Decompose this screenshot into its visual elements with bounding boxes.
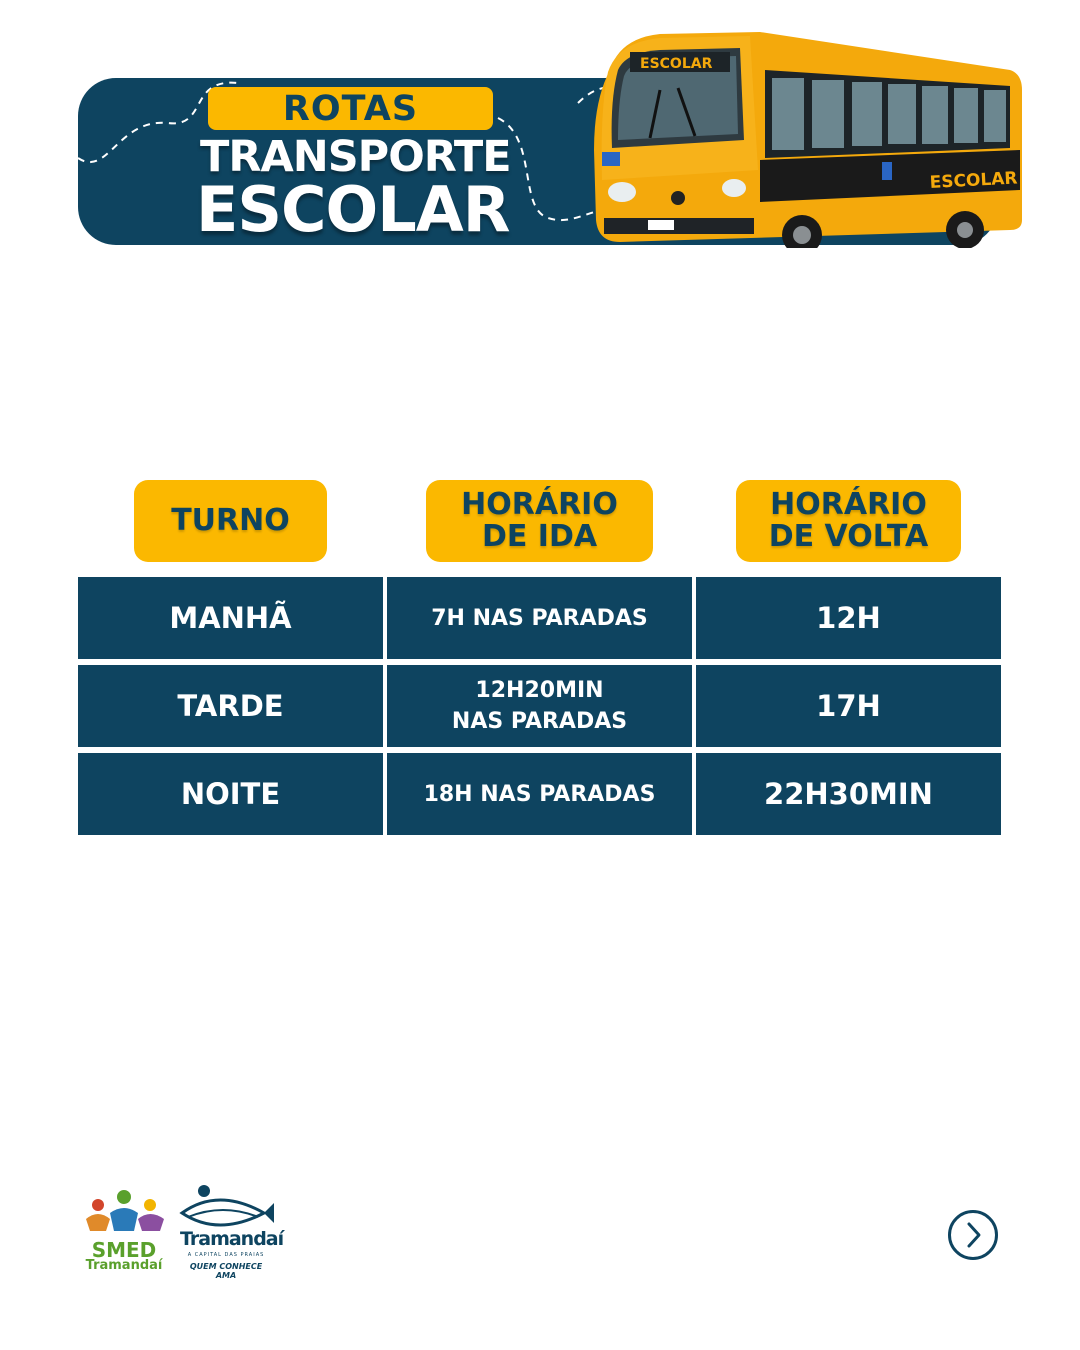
rotas-pill: ROTAS — [208, 87, 493, 130]
tramandai-tagline: A CAPITAL DAS PRAIAS — [187, 1252, 265, 1258]
header-horario-ida — [426, 480, 653, 562]
header-turno-label: TURNO — [171, 503, 290, 538]
tramandai-slogan: QUEM CONHECE AMA — [189, 1262, 263, 1280]
school-bus-image — [590, 30, 1025, 248]
row-noite-ida-text: 18H NAS PARADAS — [423, 781, 656, 807]
header-turno — [134, 480, 327, 562]
next-button[interactable] — [948, 1210, 998, 1260]
row-manha-turno: MANHÃ — [78, 577, 383, 659]
banner-title-line1: TRANSPORTE — [200, 132, 511, 182]
row-noite-turno: NOITE — [78, 753, 383, 835]
smed-logo-text: SMED — [91, 1238, 157, 1262]
row-noite-volta: 22H30MIN — [696, 753, 1001, 835]
bus-side-label: ESCOLAR — [929, 168, 1019, 193]
row-manha-ida-text: 7H NAS PARADAS — [431, 605, 648, 631]
row-tarde-volta: 17H — [696, 665, 1001, 747]
row-tarde-ida-line1: 12H20MIN — [475, 678, 604, 703]
tramandai-logo-text: Tramandaí — [180, 1228, 284, 1250]
header-volta-line1: HORÁRIO — [770, 487, 927, 522]
row-tarde-ida-line2: NAS PARADAS — [451, 709, 628, 734]
header-ida-line1: HORÁRIO — [461, 487, 618, 522]
header-ida-line2: DE IDA — [481, 519, 598, 554]
header-volta-line2: DE VOLTA — [768, 519, 929, 554]
row-manha-volta: 12H — [696, 577, 1001, 659]
chevron-right-icon — [961, 1221, 985, 1249]
bus-front-sign: ESCOLAR — [640, 56, 713, 72]
header-horario-volta — [736, 480, 961, 562]
smed-logo-city: Tramandaí — [85, 1258, 163, 1273]
row-manha-ida — [387, 577, 692, 659]
row-tarde-ida — [387, 665, 692, 747]
row-tarde-turno: TARDE — [78, 665, 383, 747]
row-noite-ida — [387, 753, 692, 835]
banner-title-line2: ESCOLAR — [196, 173, 510, 246]
